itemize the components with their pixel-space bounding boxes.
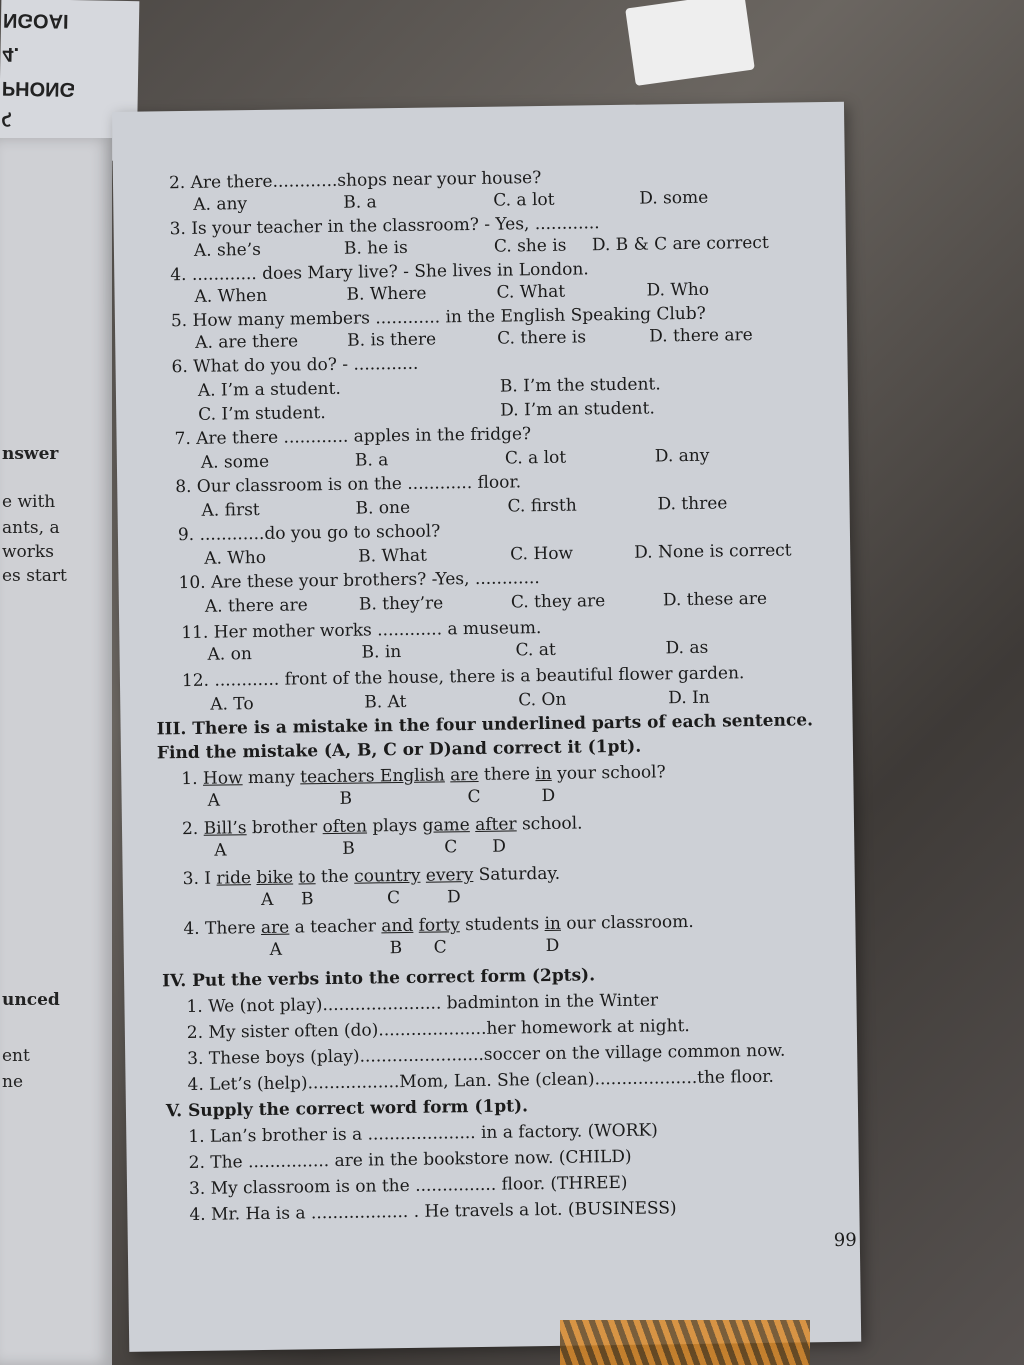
left-page-fragment: ent	[2, 1046, 30, 1066]
section-heading: V. Supply the correct word form (1pt).	[165, 1096, 529, 1122]
back-sheet-line: PHONG	[1, 76, 76, 101]
option-c: C. they are	[510, 591, 606, 613]
option-a: A. Who	[204, 547, 267, 569]
option-d: D. Who	[646, 279, 710, 301]
option-c: C. How	[510, 543, 574, 565]
plain-text: Saturday.	[473, 863, 561, 886]
question-stem: 11. Her mother works ............ a museum.	[181, 618, 542, 644]
word-form-line: 1. Lan’s brother is a .................... in a factory. (WORK)	[188, 1120, 658, 1148]
option-d: D. In	[668, 687, 710, 709]
left-page	[0, 138, 112, 1365]
underlined-part-c: country	[354, 865, 421, 887]
error-sentence	[182, 814, 583, 840]
option-a: A. are there	[195, 331, 299, 353]
letter-label: A	[214, 840, 227, 861]
option-d: D. three	[657, 493, 728, 515]
plain-text: 4. There	[183, 918, 262, 940]
option-b: B. he is	[343, 237, 408, 259]
letter-label: C	[444, 837, 458, 858]
letter-label: D	[545, 935, 560, 957]
option-a: A. she’s	[193, 239, 262, 261]
plain-text: 2.	[181, 818, 204, 840]
option-b: B. one	[355, 497, 411, 519]
letter-label: A	[260, 889, 274, 910]
underlined-part-a: are	[260, 917, 290, 938]
option-a: A. on	[207, 644, 253, 665]
underlined-part-a: How	[202, 768, 243, 789]
option-b: B. is there	[347, 329, 437, 351]
verb-exercise-line: 3. These boys (play).......................soccer on the village common now.	[187, 1040, 786, 1070]
option-c: C. a lot	[493, 189, 555, 211]
left-page-fragment: ne	[2, 1072, 24, 1092]
verb-exercise-line: 4. Let’s (help).................Mom, Lan. She (clean)...................the floor.	[187, 1066, 775, 1096]
plain-text: school.	[516, 813, 583, 835]
option-a: A. first	[201, 499, 260, 521]
plain-text: there	[478, 764, 536, 785]
option-d: D. any	[654, 445, 710, 467]
option-c: C. What	[496, 281, 566, 303]
plain-text: many	[242, 767, 301, 789]
option-b: B. they’re	[358, 593, 444, 615]
question-stem: 5. How many members ............ in the English Speaking Club?	[170, 303, 706, 332]
letter-label: D	[492, 836, 507, 857]
underlined-part-d: in	[544, 913, 562, 935]
letter-label: A	[207, 790, 221, 811]
option-b: B. Where	[346, 283, 427, 305]
left-page-fragment: ants, a	[2, 518, 60, 538]
letter-label: D	[541, 785, 556, 807]
underlined-part-b: teachers English	[300, 765, 445, 788]
option-c: C. I’m student.	[198, 403, 326, 425]
question-stem: 6. What do you do? - ............	[171, 353, 419, 378]
error-sentence	[183, 864, 561, 889]
option-b: B. I’m the student.	[499, 374, 661, 397]
option-c: C. there is	[497, 327, 587, 349]
option-c: C. On	[518, 689, 567, 711]
option-a: A. any	[193, 194, 248, 215]
plain-text: the	[315, 866, 355, 888]
option-d: D. some	[639, 187, 709, 209]
underlined-part-b: and	[381, 915, 414, 937]
underlined-part-c: are	[450, 764, 479, 786]
section-heading: III. There is a mistake in the four underlined parts of each sentence.	[156, 710, 814, 740]
letter-label: B	[342, 838, 355, 859]
section-heading: Find the mistake (A, B, C or D)and correct it (1pt).	[156, 736, 642, 764]
option-d: D. as	[665, 637, 709, 659]
underlined-part-c: game	[422, 815, 470, 836]
plant-foreground	[560, 1320, 810, 1365]
underlined-part-d: every	[425, 865, 474, 886]
underlined-part-c: forty	[418, 915, 460, 936]
plain-text: brother	[246, 817, 323, 839]
verb-exercise-line: 1. We (not play)...................... badminton in the Winter	[186, 990, 659, 1018]
plain-text: 3. I	[182, 868, 217, 890]
question-stem: 2. Are there............shops near your house?	[168, 168, 542, 194]
left-page-fragment: nswer	[2, 444, 59, 464]
word-form-line: 4. Mr. Ha is a .................. . He travels a lot. (BUSINESS)	[189, 1198, 677, 1226]
option-a: A. When	[194, 285, 268, 307]
left-page-fragment: es start	[2, 566, 67, 586]
underlined-part-d: in	[535, 763, 552, 785]
letter-label: B	[339, 788, 353, 809]
word-form-line: 3. My classroom is on the ............... floor. (THREE)	[188, 1172, 628, 1200]
question-stem: 9. ............do you go to school?	[177, 521, 441, 546]
option-a: A. To	[210, 694, 254, 715]
option-b: B. in	[361, 642, 402, 663]
back-sheet-line: 4.	[2, 42, 20, 66]
letter-label: B	[300, 889, 314, 910]
question-stem: 7. Are there ............ apples in the fridge?	[174, 424, 532, 450]
plain-text: our classroom.	[560, 911, 694, 934]
option-c: C. a lot	[504, 447, 567, 469]
option-a: A. there are	[204, 595, 308, 617]
underlined-part-b: often	[322, 816, 368, 838]
question-stem: 8. Our classroom is on the ............ floor.	[175, 472, 522, 498]
option-d: D. B & C are correct	[591, 232, 769, 256]
left-page-fragment: unced	[2, 990, 60, 1010]
underlined-part-d: after	[475, 814, 517, 835]
back-sheet-line: ς	[1, 110, 12, 134]
question-stem: 4. ............ does Mary live? - She lives in London.	[170, 259, 589, 286]
left-page-fragment: e with	[2, 492, 56, 512]
question-stem: 12. ............ front of the house, there is a beautiful flower garden.	[181, 663, 745, 692]
plain-text: a teacher	[289, 916, 382, 938]
option-c: C. firsth	[507, 495, 577, 517]
underlined-part-a: Bill’s	[203, 818, 247, 839]
letter-label: C	[386, 888, 401, 909]
workbook-page	[112, 102, 861, 1352]
option-c: C. at	[515, 639, 556, 661]
left-page-fragment: works	[2, 542, 54, 562]
option-a: A. I’m a student.	[197, 378, 341, 401]
plain-text: students	[459, 914, 545, 936]
option-b: B. a	[343, 192, 377, 213]
underlined-part-a2: bike	[256, 867, 294, 889]
letter-label: B	[389, 938, 403, 959]
option-a: A. some	[200, 451, 270, 473]
option-b: B. At	[364, 691, 407, 713]
error-sentence	[181, 762, 666, 789]
verb-exercise-line: 2. My sister often (do)....................her homework at night.	[186, 1016, 690, 1044]
option-b: B. What	[358, 545, 428, 567]
option-d: D. there are	[649, 325, 753, 347]
letter-label: D	[446, 887, 461, 908]
letter-label: C	[467, 786, 481, 808]
back-sheet-line: NGOAI	[2, 8, 69, 32]
plain-text: your school?	[551, 762, 666, 784]
word-form-line: 2. The ............... are in the bookstore now. (CHILD)	[188, 1146, 632, 1174]
plain-text: plays	[366, 815, 423, 837]
letter-label: C	[433, 937, 447, 958]
option-d: D. I’m an student.	[500, 398, 655, 421]
section-heading: IV. Put the verbs into the correct form (2pts).	[162, 965, 596, 992]
error-sentence	[183, 912, 694, 939]
paper-scrap	[625, 0, 755, 86]
option-d: D. None is correct	[634, 540, 792, 563]
page-number: 99	[833, 1229, 857, 1252]
underlined-part-b: to	[298, 867, 316, 888]
option-c: C. she is	[493, 235, 567, 257]
option-d: D. these are	[662, 588, 768, 611]
question-stem: 10. Are these your brothers? -Yes, ............	[178, 568, 540, 594]
option-b: B. a	[354, 450, 389, 471]
underlined-part-a: ride	[216, 868, 252, 889]
letter-label: A	[269, 939, 283, 960]
question-stem: 3. Is your teacher in the classroom? - Yes, ............	[169, 213, 600, 240]
plain-text: 1.	[181, 768, 204, 790]
